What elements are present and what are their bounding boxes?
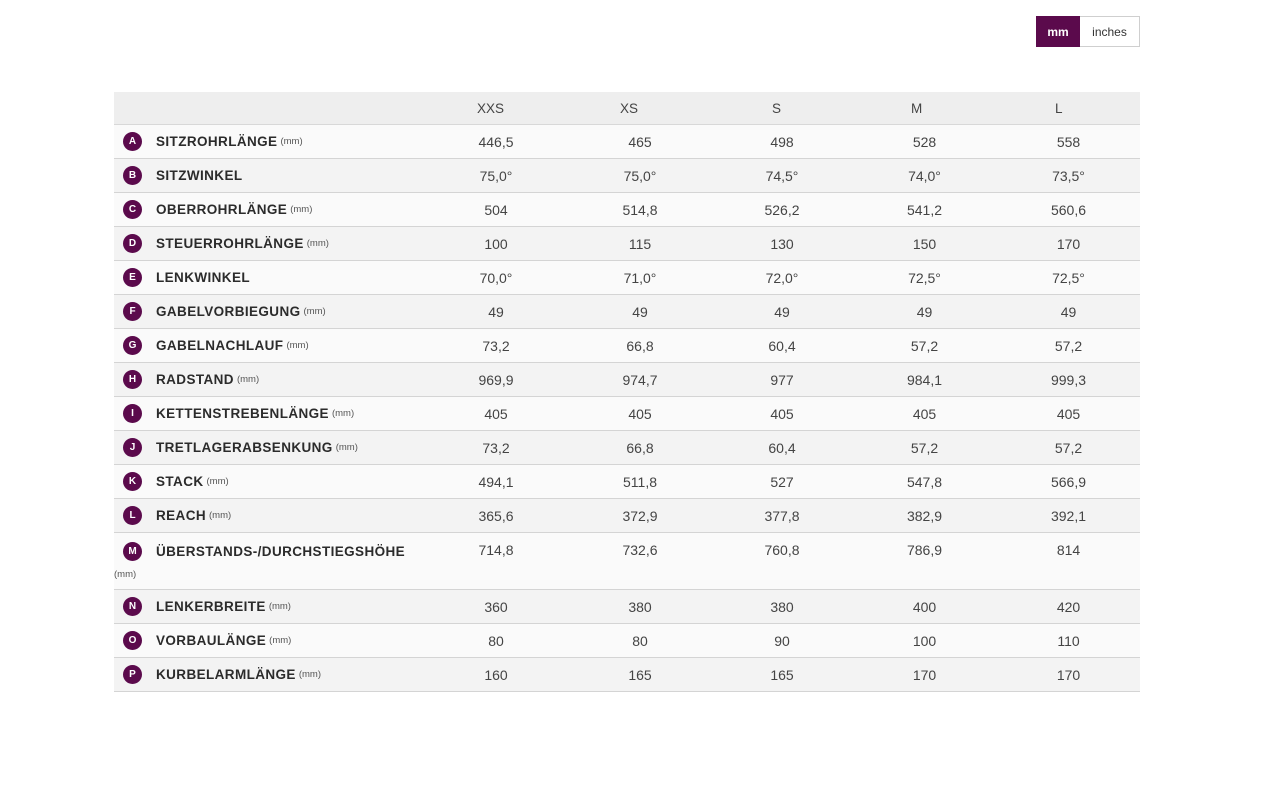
size-header: XXS <box>424 92 568 125</box>
parameter-cell <box>114 533 424 590</box>
table-row <box>114 125 1140 159</box>
value-cell <box>424 261 568 295</box>
size-header: S <box>712 92 852 125</box>
value-cell <box>424 431 568 465</box>
parameter-unit: (mm) <box>298 669 321 680</box>
parameter-name: GABELVORBIEGUNG <box>156 304 301 319</box>
value-text: 100 <box>484 235 508 252</box>
value-text: 80 <box>488 632 504 649</box>
parameter-cell <box>114 624 424 658</box>
value-cell <box>712 125 852 159</box>
value-text: 73,2 <box>482 439 510 456</box>
parameter-cell <box>114 193 424 227</box>
value-text: 57,2 <box>910 337 939 354</box>
value-text: 360 <box>484 598 508 615</box>
value-text: 511,8 <box>623 473 657 490</box>
value-cell <box>712 658 852 692</box>
value-text: 150 <box>912 235 937 252</box>
letter-badge: N <box>123 597 142 616</box>
value-cell <box>712 499 852 533</box>
value-text: 494,1 <box>478 473 514 490</box>
value-text: 405 <box>1056 405 1081 422</box>
value-cell <box>568 397 712 431</box>
value-text: 377,8 <box>764 507 800 524</box>
value-cell <box>424 159 568 193</box>
value-cell <box>712 533 852 590</box>
value-cell <box>712 295 852 329</box>
value-cell <box>712 261 852 295</box>
value-cell <box>712 363 852 397</box>
parameter-name: REACH <box>156 508 207 523</box>
letter-badge: K <box>123 472 142 491</box>
table-row <box>114 227 1140 261</box>
value-cell <box>712 159 852 193</box>
value-text: 977 <box>770 371 794 388</box>
value-text: 72,5° <box>908 269 941 286</box>
value-text: 60,4 <box>768 337 796 354</box>
parameter-unit: (mm) <box>335 442 358 453</box>
parameter-name: TRETLAGERABSENKUNG <box>156 440 333 455</box>
parameter-unit: (mm) <box>114 569 137 580</box>
table-row <box>114 431 1140 465</box>
value-cell <box>997 363 1140 397</box>
parameter-unit: (mm) <box>209 510 232 521</box>
value-text: 365,6 <box>478 507 514 524</box>
value-text: 49 <box>1060 303 1077 320</box>
parameter-cell <box>114 658 424 692</box>
value-cell <box>997 125 1140 159</box>
value-text: 974,7 <box>622 371 658 388</box>
table-row <box>114 363 1140 397</box>
value-cell <box>568 624 712 658</box>
parameter-cell <box>114 431 424 465</box>
value-cell <box>852 590 997 624</box>
value-cell <box>568 193 712 227</box>
table-row <box>114 397 1140 431</box>
unit-inches-button[interactable]: inches <box>1080 16 1140 47</box>
value-cell <box>712 193 852 227</box>
value-text: 74,0° <box>908 167 941 184</box>
value-text: 786,9 <box>906 542 943 558</box>
value-text: 66,8 <box>626 439 654 456</box>
value-cell <box>852 363 997 397</box>
table-row <box>114 624 1140 658</box>
value-cell <box>568 499 712 533</box>
value-cell <box>568 295 712 329</box>
value-text: 75,0° <box>623 167 657 184</box>
parameter-unit: (mm) <box>236 374 260 385</box>
parameter-name: SITZROHRLÄNGE <box>156 134 278 149</box>
value-cell <box>997 590 1140 624</box>
letter-badge: L <box>123 506 142 525</box>
table-row <box>114 465 1140 499</box>
table-row <box>114 261 1140 295</box>
value-text: 504 <box>484 201 508 218</box>
value-cell <box>424 533 568 590</box>
value-text: 71,0° <box>623 269 657 286</box>
parameter-cell <box>114 261 424 295</box>
table-row <box>114 590 1140 624</box>
value-cell <box>424 193 568 227</box>
letter-badge: G <box>123 336 142 355</box>
value-cell <box>997 431 1140 465</box>
value-cell <box>424 397 568 431</box>
value-text: 420 <box>1056 598 1081 615</box>
value-cell <box>852 329 997 363</box>
value-cell <box>852 431 997 465</box>
value-cell <box>852 533 997 590</box>
table-row <box>114 533 1140 590</box>
value-cell <box>712 624 852 658</box>
value-cell <box>712 590 852 624</box>
parameter-name: KURBELARMLÄNGE <box>156 667 296 682</box>
value-cell <box>852 159 997 193</box>
value-text: 969,9 <box>478 371 514 388</box>
parameter-cell <box>114 363 424 397</box>
value-cell <box>852 397 997 431</box>
value-cell <box>568 533 712 590</box>
value-cell <box>712 431 852 465</box>
parameter-unit: (mm) <box>280 136 303 147</box>
value-text: 714,8 <box>478 542 514 558</box>
parameter-cell <box>114 295 424 329</box>
table-row <box>114 499 1140 533</box>
value-cell <box>424 227 568 261</box>
parameter-unit: (mm) <box>269 635 292 646</box>
parameter-unit: (mm) <box>206 476 229 487</box>
value-cell <box>997 658 1140 692</box>
value-text: 984,1 <box>906 371 943 388</box>
unit-toggle <box>1036 16 1140 47</box>
value-text: 514,8 <box>622 201 658 218</box>
value-cell <box>568 159 712 193</box>
value-text: 72,5° <box>1052 269 1085 286</box>
value-text: 465 <box>628 133 652 150</box>
value-cell <box>568 363 712 397</box>
value-text: 170 <box>912 666 937 683</box>
value-cell <box>997 499 1140 533</box>
value-cell <box>997 624 1140 658</box>
value-text: 498 <box>770 133 794 150</box>
value-text: 115 <box>628 235 652 252</box>
value-text: 405 <box>484 405 508 422</box>
value-text: 392,1 <box>1050 507 1087 524</box>
letter-badge: P <box>123 665 142 684</box>
parameter-name: RADSTAND <box>156 372 234 387</box>
letter-badge: J <box>123 438 142 457</box>
value-text: 170 <box>1056 235 1081 252</box>
value-text: 400 <box>912 598 937 615</box>
value-text: 446,5 <box>478 133 514 150</box>
parameter-name: STACK <box>156 474 204 489</box>
value-cell <box>852 261 997 295</box>
value-cell <box>997 193 1140 227</box>
value-text: 528 <box>912 133 937 150</box>
value-cell <box>852 125 997 159</box>
value-text: 49 <box>632 303 648 320</box>
value-text: 560,6 <box>1050 201 1087 218</box>
value-text: 541,2 <box>906 201 943 218</box>
value-text: 66,8 <box>626 337 654 354</box>
value-text: 110 <box>1057 632 1080 649</box>
letter-badge: A <box>123 132 142 151</box>
parameter-unit: (mm) <box>331 408 355 419</box>
value-cell <box>997 465 1140 499</box>
value-text: 372,9 <box>622 507 658 524</box>
letter-badge: M <box>123 542 142 561</box>
value-text: 547,8 <box>906 473 943 490</box>
value-text: 57,2 <box>1054 439 1083 456</box>
value-cell <box>852 658 997 692</box>
header-label-column <box>114 92 424 125</box>
value-cell <box>997 329 1140 363</box>
geometry-table <box>114 92 1140 692</box>
value-cell <box>852 465 997 499</box>
parameter-unit: (mm) <box>286 340 309 351</box>
value-cell <box>852 193 997 227</box>
parameter-unit: (mm) <box>290 204 313 215</box>
parameter-name: LENKWINKEL <box>156 270 250 285</box>
value-cell <box>568 465 712 499</box>
value-text: 999,3 <box>1050 371 1087 388</box>
parameter-name: ÜBERSTANDS-/DURCHSTIEGSHÖHE <box>156 544 406 559</box>
letter-badge: O <box>123 631 142 650</box>
parameter-cell <box>114 159 424 193</box>
value-text: 814 <box>1056 542 1081 558</box>
value-text: 732,6 <box>622 542 658 558</box>
value-cell <box>852 227 997 261</box>
value-text: 405 <box>628 405 652 422</box>
size-header: XS <box>568 92 712 125</box>
value-cell <box>568 590 712 624</box>
parameter-name: OBERROHRLÄNGE <box>156 202 288 217</box>
letter-badge: I <box>123 404 142 423</box>
parameter-cell <box>114 590 424 624</box>
parameter-unit: (mm) <box>306 238 329 249</box>
unit-mm-button[interactable]: mm <box>1036 16 1080 47</box>
value-cell <box>997 159 1140 193</box>
parameter-name: GABELNACHLAUF <box>156 338 284 353</box>
parameter-cell <box>114 397 424 431</box>
value-cell <box>712 329 852 363</box>
value-cell <box>568 658 712 692</box>
value-cell <box>852 499 997 533</box>
value-text: 57,2 <box>1054 337 1083 354</box>
value-cell <box>424 499 568 533</box>
size-header: M <box>852 92 997 125</box>
value-text: 73,5° <box>1052 167 1085 184</box>
value-cell <box>852 295 997 329</box>
value-text: 527 <box>770 473 794 490</box>
value-text: 49 <box>488 303 504 320</box>
table-row <box>114 193 1140 227</box>
table-row <box>114 159 1140 193</box>
value-text: 165 <box>628 666 652 683</box>
value-cell <box>997 295 1140 329</box>
value-cell <box>424 295 568 329</box>
value-text: 80 <box>632 632 648 649</box>
table-row <box>114 329 1140 363</box>
value-text: 70,0° <box>479 269 513 286</box>
value-cell <box>997 227 1140 261</box>
value-cell <box>568 125 712 159</box>
value-text: 49 <box>774 303 790 320</box>
parameter-cell <box>114 227 424 261</box>
value-text: 558 <box>1056 133 1081 150</box>
value-text: 130 <box>770 235 794 252</box>
parameter-name: STEUERROHRLÄNGE <box>156 236 304 251</box>
letter-badge: E <box>123 268 142 287</box>
value-cell <box>997 397 1140 431</box>
value-cell <box>424 329 568 363</box>
value-text: 526,2 <box>764 201 800 218</box>
value-text: 75,0° <box>479 167 513 184</box>
value-text: 57,2 <box>910 439 939 456</box>
table-row <box>114 295 1140 329</box>
parameter-name: VORBAULÄNGE <box>156 633 267 648</box>
parameter-unit: (mm) <box>303 306 326 317</box>
value-text: 170 <box>1056 666 1081 683</box>
value-cell <box>424 125 568 159</box>
parameter-name: LENKERBREITE <box>156 599 266 614</box>
value-text: 100 <box>912 632 937 649</box>
value-cell <box>568 261 712 295</box>
value-text: 566,9 <box>1050 473 1087 490</box>
letter-badge: H <box>123 370 142 389</box>
value-text: 60,4 <box>768 439 796 456</box>
value-cell <box>424 363 568 397</box>
parameter-name: KETTENSTREBENLÄNGE <box>156 406 329 421</box>
parameter-name: SITZWINKEL <box>156 168 243 183</box>
value-text: 72,0° <box>765 269 799 286</box>
table-row <box>114 658 1140 692</box>
value-cell <box>712 397 852 431</box>
letter-badge: D <box>123 234 142 253</box>
value-cell <box>424 624 568 658</box>
parameter-cell <box>114 329 424 363</box>
value-cell <box>424 590 568 624</box>
value-text: 160 <box>484 666 508 683</box>
value-text: 49 <box>916 303 933 320</box>
value-cell <box>568 431 712 465</box>
value-cell <box>852 624 997 658</box>
letter-badge: F <box>123 302 142 321</box>
value-text: 382,9 <box>906 507 943 524</box>
value-cell <box>712 227 852 261</box>
parameter-cell <box>114 465 424 499</box>
value-text: 90 <box>774 632 790 649</box>
value-text: 73,2 <box>482 337 510 354</box>
value-text: 380 <box>770 598 794 615</box>
parameter-cell <box>114 499 424 533</box>
value-text: 405 <box>770 405 794 422</box>
letter-badge: C <box>123 200 142 219</box>
value-cell <box>568 227 712 261</box>
value-cell <box>424 465 568 499</box>
value-cell <box>568 329 712 363</box>
table-header-row <box>114 92 1140 125</box>
parameter-cell <box>114 125 424 159</box>
value-text: 380 <box>628 598 652 615</box>
value-cell <box>424 658 568 692</box>
letter-badge: B <box>123 166 142 185</box>
size-header: L <box>997 92 1140 125</box>
value-cell <box>712 465 852 499</box>
parameter-unit: (mm) <box>268 601 291 612</box>
value-text: 74,5° <box>765 167 799 184</box>
value-text: 760,8 <box>764 542 800 558</box>
value-text: 405 <box>912 405 937 422</box>
value-cell <box>997 261 1140 295</box>
value-cell <box>997 533 1140 590</box>
value-text: 165 <box>770 666 794 683</box>
